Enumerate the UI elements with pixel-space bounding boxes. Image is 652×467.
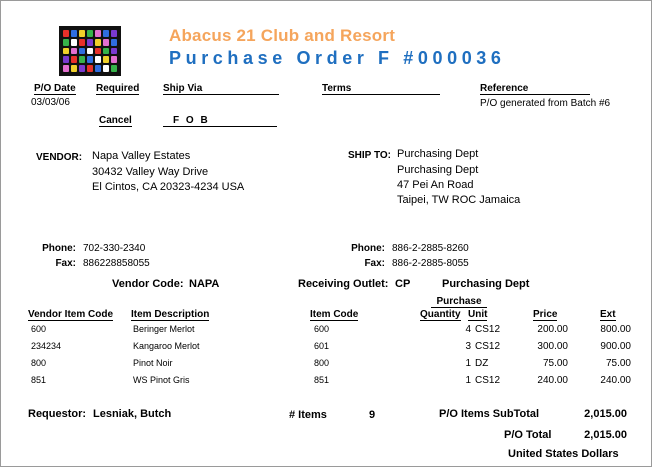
vendor-label: VENDOR:: [36, 152, 83, 163]
vendor-address-2: El Cintos, CA 20323-4234 USA: [92, 181, 245, 193]
vendor-phone: 702-330-2340: [83, 243, 146, 254]
row-quantity: 1: [465, 358, 471, 369]
purchase-group-label: Purchase: [431, 296, 487, 308]
row-price: 240.00: [537, 375, 568, 386]
fob-label: F O B: [163, 115, 277, 127]
abacus-logo-icon: [59, 26, 121, 76]
ship-to-label: SHIP TO:: [348, 150, 391, 161]
company-name: Abacus 21 Club and Resort: [169, 26, 396, 45]
currency-label: United States Dollars: [508, 448, 619, 460]
vendor-name: Napa Valley Estates: [92, 150, 191, 162]
requestor-label: Requestor:: [28, 408, 87, 420]
items-count-label: # Items: [289, 409, 327, 421]
subtotal-label: P/O Items SubTotal: [439, 408, 540, 420]
row-unit: DZ: [475, 358, 489, 369]
vendor-fax: 886228858055: [83, 258, 150, 269]
row-vendor-item-code: 800: [31, 358, 47, 368]
row-price: 75.00: [542, 358, 568, 369]
col-vendor-item-code: Vendor Item Code: [28, 309, 114, 320]
ship-to-line-1: Purchasing Dept: [397, 148, 479, 160]
row-item-description: Beringer Merlot: [133, 324, 195, 334]
row-item-description: WS Pinot Gris: [133, 375, 190, 385]
col-ext: Ext: [600, 309, 616, 320]
row-item-code: 851: [314, 375, 330, 385]
row-unit: CS12: [475, 341, 501, 352]
po-title: Purchase Order F #000036: [169, 48, 506, 68]
row-unit: CS12: [475, 324, 501, 335]
row-ext: 900.00: [600, 341, 631, 352]
col-unit: Unit: [468, 309, 488, 320]
vendor-address-1: 30432 Valley Way Drive: [92, 166, 209, 178]
row-quantity: 4: [465, 324, 471, 335]
reference-label: Reference: [480, 83, 590, 95]
ship-to-line-2: Purchasing Dept: [397, 164, 479, 176]
requestor-name: Lesniak, Butch: [93, 408, 172, 420]
ship-to-line-3: 47 Pei An Road: [397, 179, 474, 191]
vendor-code-label: Vendor Code:: [112, 278, 184, 290]
row-price: 300.00: [537, 341, 568, 352]
row-unit: CS12: [475, 375, 501, 386]
po-date-label: P/O Date: [34, 83, 76, 94]
ship-via-label: Ship Via: [163, 83, 279, 95]
col-quantity: Quantity: [420, 309, 461, 320]
receiving-outlet-name: Purchasing Dept: [442, 278, 530, 290]
ship-to-phone-label: Phone:: [351, 243, 385, 254]
required-label: Required: [96, 83, 140, 94]
row-vendor-item-code: 600: [31, 324, 47, 334]
row-price: 200.00: [537, 324, 568, 335]
subtotal-value: 2,015.00: [584, 408, 627, 420]
row-item-code: 601: [314, 341, 330, 351]
vendor-code: NAPA: [189, 278, 220, 290]
po-total-label: P/O Total: [504, 429, 552, 441]
row-ext: 240.00: [600, 375, 631, 386]
receiving-outlet-label: Receiving Outlet:: [298, 278, 389, 290]
ship-to-fax: 886-2-2885-8055: [392, 258, 469, 269]
col-price: Price: [533, 309, 558, 320]
row-vendor-item-code: 234234: [31, 341, 62, 351]
row-quantity: 3: [465, 341, 471, 352]
row-vendor-item-code: 851: [31, 375, 47, 385]
row-item-description: Kangaroo Merlot: [133, 341, 200, 351]
ship-to-phone: 886-2-2885-8260: [392, 243, 469, 254]
cancel-label: Cancel: [99, 115, 132, 126]
row-quantity: 1: [465, 375, 471, 386]
ship-to-line-4: Taipei, TW ROC Jamaica: [397, 194, 521, 206]
reference-value: P/O generated from Batch #6: [480, 98, 611, 109]
vendor-phone-label: Phone:: [42, 243, 76, 254]
ship-to-fax-label: Fax:: [364, 258, 385, 269]
row-item-description: Pinot Noir: [133, 358, 173, 368]
po-total-value: 2,015.00: [584, 429, 627, 441]
col-item-description: Item Description: [131, 309, 210, 320]
row-item-code: 800: [314, 358, 330, 368]
items-count: 9: [369, 409, 376, 421]
po-date-value: 03/03/06: [31, 97, 70, 108]
receiving-outlet-code: CP: [395, 278, 411, 290]
row-item-code: 600: [314, 324, 330, 334]
vendor-fax-label: Fax:: [55, 258, 76, 269]
terms-label: Terms: [322, 83, 440, 95]
col-item-code: Item Code: [310, 309, 359, 320]
row-ext: 75.00: [605, 358, 631, 369]
row-ext: 800.00: [600, 324, 631, 335]
